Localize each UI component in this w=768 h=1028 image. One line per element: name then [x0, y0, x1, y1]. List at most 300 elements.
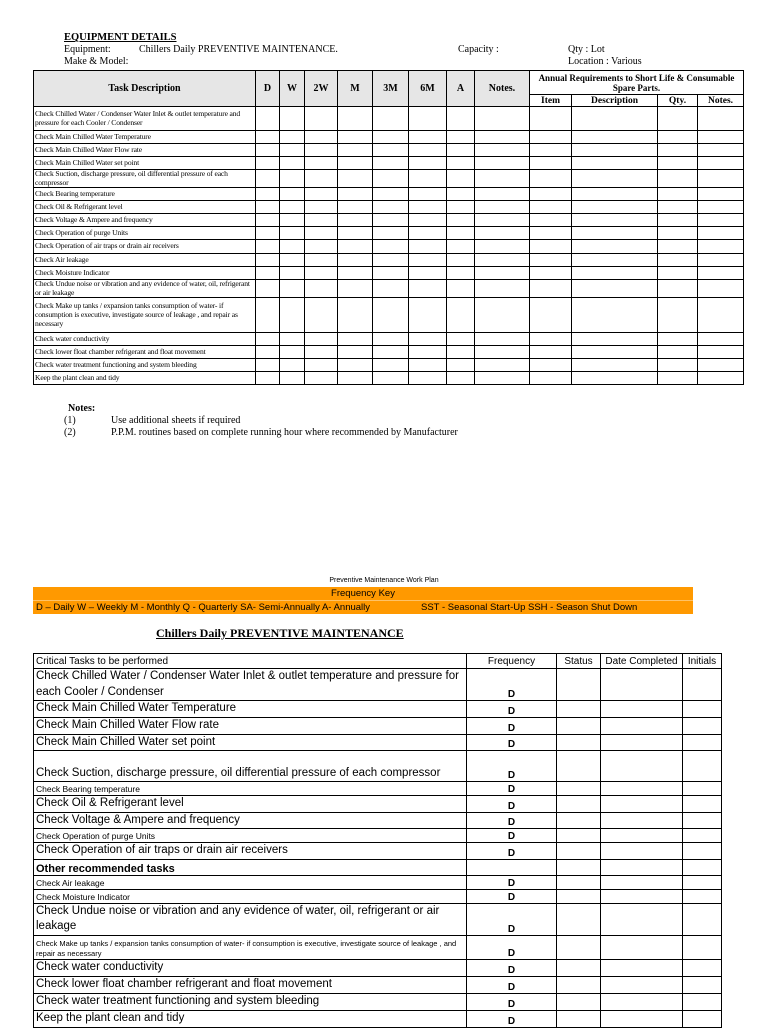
task-cell[interactable] [409, 254, 447, 267]
pm-task: Check Air leakage [34, 875, 467, 889]
task-cell[interactable] [256, 157, 280, 170]
pm-task: Check water conductivity [34, 959, 467, 976]
task-cell[interactable] [256, 254, 280, 267]
task-cell[interactable] [373, 346, 409, 359]
pm-initials-cell[interactable] [683, 889, 722, 903]
task-cell[interactable] [447, 107, 475, 131]
task-cell[interactable] [530, 254, 572, 267]
pm-initials-cell[interactable] [683, 1010, 722, 1027]
task-cell[interactable] [572, 107, 658, 131]
task-cell[interactable] [475, 170, 530, 188]
task-cell[interactable] [447, 333, 475, 346]
task-cell[interactable] [305, 227, 338, 240]
task-cell[interactable] [409, 240, 447, 254]
task-cell[interactable] [658, 188, 698, 201]
pm-status-cell[interactable] [557, 935, 601, 959]
task-cell[interactable] [338, 131, 373, 144]
task-cell[interactable] [658, 298, 698, 333]
task-cell[interactable] [658, 170, 698, 188]
task-cell[interactable] [447, 170, 475, 188]
pm-date-completed-cell[interactable] [601, 875, 683, 889]
task-cell[interactable] [698, 267, 744, 280]
task-cell[interactable] [373, 298, 409, 333]
task-cell[interactable] [658, 144, 698, 157]
task-cell[interactable] [572, 188, 658, 201]
task-cell[interactable] [475, 346, 530, 359]
task-cell[interactable] [658, 254, 698, 267]
task-cell[interactable] [256, 359, 280, 372]
task-cell[interactable] [305, 254, 338, 267]
task-cell[interactable] [338, 188, 373, 201]
task-cell[interactable] [530, 267, 572, 280]
task-cell[interactable] [447, 227, 475, 240]
task-cell[interactable] [475, 131, 530, 144]
task-cell[interactable] [572, 333, 658, 346]
task-cell[interactable] [373, 267, 409, 280]
notes-section [64, 403, 664, 439]
task-cell[interactable] [698, 201, 744, 214]
task-cell[interactable] [530, 170, 572, 188]
task-cell[interactable] [698, 254, 744, 267]
task-cell[interactable] [530, 240, 572, 254]
pm-initials-cell[interactable] [683, 734, 722, 751]
task-cell[interactable] [447, 372, 475, 385]
task-cell[interactable] [530, 214, 572, 227]
task-cell[interactable] [658, 131, 698, 144]
task-cell[interactable] [475, 359, 530, 372]
task-cell[interactable] [305, 157, 338, 170]
pm-status-cell[interactable] [557, 843, 601, 860]
task-cell[interactable] [280, 201, 305, 214]
task-cell[interactable] [338, 346, 373, 359]
task-cell[interactable] [409, 298, 447, 333]
task-cell[interactable] [280, 298, 305, 333]
task-cell[interactable] [305, 170, 338, 188]
task-cell[interactable] [572, 254, 658, 267]
task-cell[interactable] [530, 201, 572, 214]
task-cell[interactable] [256, 131, 280, 144]
task-cell[interactable] [698, 240, 744, 254]
task-cell[interactable] [530, 107, 572, 131]
task-cell[interactable] [305, 267, 338, 280]
task-cell[interactable] [305, 188, 338, 201]
task-cell[interactable] [658, 359, 698, 372]
task-cell[interactable] [373, 254, 409, 267]
pm-status-cell[interactable] [557, 959, 601, 976]
task-cell[interactable] [698, 359, 744, 372]
task-cell[interactable] [280, 359, 305, 372]
task-cell[interactable] [305, 107, 338, 131]
task-cell[interactable] [447, 188, 475, 201]
task-cell[interactable] [373, 144, 409, 157]
pm-row [34, 843, 722, 860]
task-row [34, 214, 744, 227]
pm-initials-cell[interactable] [683, 829, 722, 843]
task-cell[interactable] [572, 170, 658, 188]
task-cell[interactable] [373, 240, 409, 254]
task-cell[interactable] [256, 214, 280, 227]
pm-date-completed-cell[interactable] [601, 829, 683, 843]
pm-status-cell[interactable] [557, 812, 601, 829]
task-cell[interactable] [572, 280, 658, 298]
pm-status-cell[interactable] [557, 859, 601, 875]
task-cell[interactable] [698, 170, 744, 188]
task-cell[interactable] [572, 346, 658, 359]
pm-status-cell[interactable] [557, 976, 601, 993]
pm-header-initials: Initials [683, 654, 722, 669]
pm-date-completed-cell[interactable] [601, 976, 683, 993]
task-cell[interactable] [530, 298, 572, 333]
task-cell[interactable] [409, 157, 447, 170]
task-cell[interactable] [530, 188, 572, 201]
task-cell[interactable] [698, 227, 744, 240]
task-cell[interactable] [256, 298, 280, 333]
task-cell[interactable] [698, 107, 744, 131]
task-cell[interactable] [409, 188, 447, 201]
task-cell[interactable] [475, 372, 530, 385]
task-cell[interactable] [530, 372, 572, 385]
task-cell[interactable] [409, 144, 447, 157]
task-description: Check Suction, discharge pressure, oil differential pressure of each compressor [34, 170, 256, 188]
task-cell[interactable] [475, 201, 530, 214]
task-description: Keep the plant clean and tidy [34, 372, 256, 385]
task-cell[interactable] [409, 227, 447, 240]
task-cell[interactable] [409, 267, 447, 280]
pm-initials-cell[interactable] [683, 976, 722, 993]
task-cell[interactable] [280, 157, 305, 170]
task-cell[interactable] [338, 214, 373, 227]
task-cell[interactable] [530, 333, 572, 346]
pm-initials-cell[interactable] [683, 903, 722, 935]
task-cell[interactable] [530, 280, 572, 298]
task-cell[interactable] [698, 333, 744, 346]
pm-initials-cell[interactable] [683, 782, 722, 796]
pm-status-cell[interactable] [557, 889, 601, 903]
task-cell[interactable] [572, 359, 658, 372]
task-cell[interactable] [447, 144, 475, 157]
task-cell[interactable] [572, 298, 658, 333]
task-cell[interactable] [409, 346, 447, 359]
task-cell[interactable] [338, 372, 373, 385]
task-cell[interactable] [256, 144, 280, 157]
pm-status-cell[interactable] [557, 782, 601, 796]
task-cell[interactable] [409, 333, 447, 346]
pm-initials-cell[interactable] [683, 993, 722, 1010]
task-cell[interactable] [475, 267, 530, 280]
task-cell[interactable] [373, 333, 409, 346]
task-cell[interactable] [698, 280, 744, 298]
task-cell[interactable] [338, 240, 373, 254]
pm-task: Check Bearing temperature [34, 782, 467, 796]
task-cell[interactable] [572, 157, 658, 170]
task-cell[interactable] [338, 267, 373, 280]
pm-status-cell[interactable] [557, 829, 601, 843]
task-cell[interactable] [698, 131, 744, 144]
pm-initials-cell[interactable] [683, 812, 722, 829]
task-cell[interactable] [475, 157, 530, 170]
task-cell[interactable] [572, 144, 658, 157]
task-cell[interactable] [338, 359, 373, 372]
task-cell[interactable] [658, 240, 698, 254]
task-cell[interactable] [280, 227, 305, 240]
task-cell[interactable] [280, 267, 305, 280]
task-cell[interactable] [280, 346, 305, 359]
task-cell[interactable] [658, 267, 698, 280]
task-cell[interactable] [256, 188, 280, 201]
pm-frequency: D [467, 701, 557, 718]
task-cell[interactable] [658, 227, 698, 240]
task-cell[interactable] [658, 372, 698, 385]
task-description: Check lower float chamber refrigerant and float movement [34, 346, 256, 359]
task-cell[interactable] [698, 346, 744, 359]
task-cell[interactable] [475, 298, 530, 333]
task-description: Check Bearing temperature [34, 188, 256, 201]
task-cell[interactable] [305, 240, 338, 254]
pm-status-cell[interactable] [557, 993, 601, 1010]
header-task-description: Task Description [34, 71, 256, 107]
pm-date-completed-cell[interactable] [601, 796, 683, 813]
task-cell[interactable] [698, 214, 744, 227]
task-cell[interactable] [305, 131, 338, 144]
task-cell[interactable] [280, 372, 305, 385]
task-cell[interactable] [409, 131, 447, 144]
task-cell[interactable] [305, 214, 338, 227]
task-cell[interactable] [475, 107, 530, 131]
task-cell[interactable] [698, 188, 744, 201]
pm-date-completed-cell[interactable] [601, 903, 683, 935]
pm-date-completed-cell[interactable] [601, 889, 683, 903]
task-cell[interactable] [305, 372, 338, 385]
pm-date-completed-cell[interactable] [601, 669, 683, 701]
task-cell[interactable] [280, 144, 305, 157]
task-cell[interactable] [305, 298, 338, 333]
work-plan-title: Preventive Maintenance Work Plan [329, 577, 439, 584]
task-cell[interactable] [530, 131, 572, 144]
pm-row [34, 751, 722, 782]
task-cell[interactable] [280, 188, 305, 201]
pm-status-cell[interactable] [557, 751, 601, 782]
task-cell[interactable] [658, 346, 698, 359]
task-description: Check water treatment functioning and system bleeding [34, 359, 256, 372]
task-row [34, 107, 744, 131]
task-cell[interactable] [572, 240, 658, 254]
task-cell[interactable] [447, 254, 475, 267]
qty-label: Qty : Lot [568, 44, 605, 55]
task-cell[interactable] [658, 107, 698, 131]
task-cell[interactable] [256, 240, 280, 254]
task-cell[interactable] [475, 144, 530, 157]
pm-status-cell[interactable] [557, 796, 601, 813]
task-cell[interactable] [409, 280, 447, 298]
pm-date-completed-cell[interactable] [601, 751, 683, 782]
pm-date-completed-cell[interactable] [601, 935, 683, 959]
task-cell[interactable] [373, 372, 409, 385]
pm-initials-cell[interactable] [683, 669, 722, 701]
task-cell[interactable] [475, 333, 530, 346]
pm-initials-cell[interactable] [683, 701, 722, 718]
task-cell[interactable] [280, 107, 305, 131]
task-cell[interactable] [373, 214, 409, 227]
pm-date-completed-cell[interactable] [601, 717, 683, 734]
pm-date-completed-cell[interactable] [601, 701, 683, 718]
task-cell[interactable] [338, 157, 373, 170]
task-cell[interactable] [256, 280, 280, 298]
task-cell[interactable] [373, 131, 409, 144]
task-cell[interactable] [658, 214, 698, 227]
task-cell[interactable] [256, 227, 280, 240]
task-cell[interactable] [280, 214, 305, 227]
task-cell[interactable] [280, 280, 305, 298]
task-cell[interactable] [373, 107, 409, 131]
task-cell[interactable] [698, 157, 744, 170]
task-cell[interactable] [572, 214, 658, 227]
task-cell[interactable] [530, 346, 572, 359]
task-cell[interactable] [338, 107, 373, 131]
task-row [34, 359, 744, 372]
pm-initials-cell[interactable] [683, 796, 722, 813]
task-cell[interactable] [409, 170, 447, 188]
task-cell[interactable] [305, 280, 338, 298]
pm-status-cell[interactable] [557, 875, 601, 889]
task-cell[interactable] [572, 267, 658, 280]
task-cell[interactable] [305, 201, 338, 214]
task-cell[interactable] [280, 333, 305, 346]
pm-initials-cell[interactable] [683, 717, 722, 734]
task-cell[interactable] [447, 240, 475, 254]
task-cell[interactable] [475, 240, 530, 254]
pm-status-cell[interactable] [557, 734, 601, 751]
pm-task: Check Operation of air traps or drain air receivers [34, 843, 467, 860]
task-cell[interactable] [698, 372, 744, 385]
task-cell[interactable] [256, 333, 280, 346]
task-cell[interactable] [447, 201, 475, 214]
pm-initials-cell[interactable] [683, 843, 722, 860]
task-cell[interactable] [530, 144, 572, 157]
task-cell[interactable] [373, 170, 409, 188]
task-cell[interactable] [409, 359, 447, 372]
task-cell[interactable] [658, 280, 698, 298]
task-cell[interactable] [447, 359, 475, 372]
task-cell[interactable] [475, 214, 530, 227]
pm-initials-cell[interactable] [683, 859, 722, 875]
task-cell[interactable] [338, 333, 373, 346]
pm-status-cell[interactable] [557, 903, 601, 935]
pm-row [34, 701, 722, 718]
pm-status-cell[interactable] [557, 1010, 601, 1027]
pm-date-completed-cell[interactable] [601, 734, 683, 751]
pm-date-completed-cell[interactable] [601, 1010, 683, 1027]
pm-status-cell[interactable] [557, 701, 601, 718]
task-cell[interactable] [447, 131, 475, 144]
task-cell[interactable] [698, 144, 744, 157]
task-cell[interactable] [409, 107, 447, 131]
pm-frequency: D [467, 669, 557, 701]
task-cell[interactable] [409, 372, 447, 385]
task-cell[interactable] [373, 188, 409, 201]
pm-date-completed-cell[interactable] [601, 859, 683, 875]
pm-row [34, 889, 722, 903]
task-cell[interactable] [256, 267, 280, 280]
pm-initials-cell[interactable] [683, 935, 722, 959]
task-cell[interactable] [373, 201, 409, 214]
task-cell[interactable] [447, 157, 475, 170]
pm-date-completed-cell[interactable] [601, 843, 683, 860]
task-cell[interactable] [338, 298, 373, 333]
task-cell[interactable] [475, 227, 530, 240]
pm-status-cell[interactable] [557, 717, 601, 734]
task-cell[interactable] [256, 107, 280, 131]
pm-initials-cell[interactable] [683, 959, 722, 976]
task-cell[interactable] [530, 359, 572, 372]
task-cell[interactable] [698, 298, 744, 333]
task-cell[interactable] [572, 131, 658, 144]
pm-initials-cell[interactable] [683, 751, 722, 782]
task-cell[interactable] [658, 333, 698, 346]
pm-initials-cell[interactable] [683, 875, 722, 889]
task-cell[interactable] [280, 170, 305, 188]
task-cell[interactable] [338, 170, 373, 188]
task-cell[interactable] [338, 144, 373, 157]
task-cell[interactable] [305, 359, 338, 372]
task-cell[interactable] [572, 372, 658, 385]
task-cell[interactable] [256, 201, 280, 214]
pm-date-completed-cell[interactable] [601, 993, 683, 1010]
task-cell[interactable] [475, 280, 530, 298]
task-cell[interactable] [373, 227, 409, 240]
task-cell[interactable] [373, 359, 409, 372]
task-cell[interactable] [305, 346, 338, 359]
task-cell[interactable] [338, 280, 373, 298]
task-cell[interactable] [409, 201, 447, 214]
task-cell[interactable] [530, 227, 572, 240]
task-cell[interactable] [338, 227, 373, 240]
task-cell[interactable] [447, 346, 475, 359]
task-cell[interactable] [338, 201, 373, 214]
task-cell[interactable] [447, 280, 475, 298]
task-cell[interactable] [256, 346, 280, 359]
header-qty: Qty. [658, 95, 698, 107]
task-cell[interactable] [305, 333, 338, 346]
task-cell[interactable] [373, 280, 409, 298]
task-cell[interactable] [280, 131, 305, 144]
pm-task: Check Oil & Refrigerant level [34, 796, 467, 813]
task-cell[interactable] [280, 240, 305, 254]
task-cell[interactable] [572, 201, 658, 214]
task-cell[interactable] [475, 254, 530, 267]
task-cell[interactable] [409, 214, 447, 227]
task-cell[interactable] [256, 170, 280, 188]
task-cell[interactable] [280, 254, 305, 267]
pm-date-completed-cell[interactable] [601, 959, 683, 976]
pm-row [34, 829, 722, 843]
task-cell[interactable] [475, 188, 530, 201]
pm-status-cell[interactable] [557, 669, 601, 701]
task-cell[interactable] [305, 144, 338, 157]
task-cell[interactable] [256, 372, 280, 385]
notes-label: Notes: [68, 403, 96, 414]
task-cell[interactable] [530, 157, 572, 170]
pm-date-completed-cell[interactable] [601, 782, 683, 796]
task-cell[interactable] [658, 157, 698, 170]
task-cell[interactable] [373, 157, 409, 170]
task-cell[interactable] [338, 254, 373, 267]
task-cell[interactable] [447, 214, 475, 227]
task-cell[interactable] [447, 298, 475, 333]
task-cell[interactable] [658, 201, 698, 214]
pm-date-completed-cell[interactable] [601, 812, 683, 829]
task-cell[interactable] [572, 227, 658, 240]
task-cell[interactable] [447, 267, 475, 280]
